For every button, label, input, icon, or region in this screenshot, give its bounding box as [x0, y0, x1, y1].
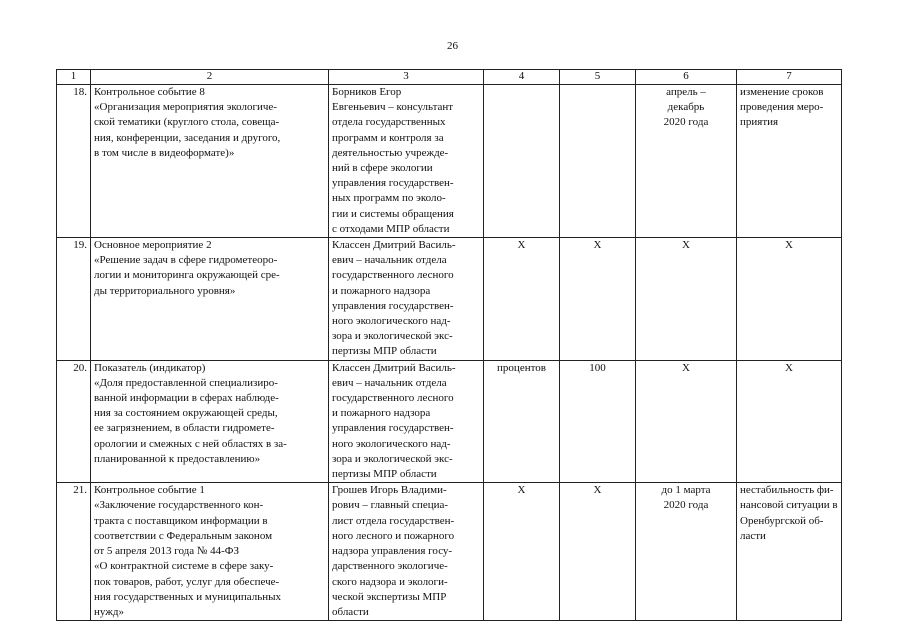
risk-line: нестабильность фи- [740, 484, 834, 497]
responsible-line: ского надзора и экологи- [332, 575, 448, 588]
description-line: Контрольное событие 8 [94, 86, 205, 98]
risk-cell [737, 238, 842, 361]
responsible-line: Классен Дмитрий Василь- [332, 239, 456, 252]
description-line: ния государственных и муниципальных [94, 590, 282, 603]
column-header: 3 [329, 70, 484, 85]
table-row [57, 483, 842, 621]
responsible-line: государственного лесного [332, 269, 454, 282]
row-number: 20. [57, 360, 91, 483]
column-header: 6 [636, 70, 737, 85]
risk-line: проведения меро- [740, 101, 824, 114]
risk-line: изменение сроков [740, 86, 824, 98]
risk-line: Оренбургской об- [740, 514, 824, 527]
description-line: логии и мониторинга окружающей сре- [94, 269, 280, 282]
deadline-cell [636, 360, 737, 483]
responsible-line: и пожарного надзора [332, 407, 431, 420]
column-header: 2 [91, 70, 329, 85]
value-cell: Х [560, 483, 636, 621]
risk-line: нансовой ситуации в [740, 499, 838, 512]
description-line: «Решение задач в сфере гидрометеоро- [94, 254, 278, 267]
deadline-line: Х [682, 361, 690, 374]
responsible-line: управления государствен- [332, 177, 454, 190]
description-line: ды территориального уровня» [94, 284, 236, 297]
description-line: от 5 апреля 2013 года № 44-ФЗ [94, 545, 239, 558]
responsible-line: надзора управления госу- [332, 545, 453, 558]
responsible-line: и пожарного надзора [332, 284, 431, 297]
row-number: 18. [57, 85, 91, 238]
responsible-line: управления государствен- [332, 299, 454, 312]
row-number: 21. [57, 483, 91, 621]
responsible-line: Евгеньевич – консультант [332, 101, 454, 114]
event-description [91, 360, 329, 483]
unit-cell: процентов [484, 360, 560, 483]
responsible-line: гии и системы обращения [332, 207, 454, 220]
description-line: нужд» [94, 605, 124, 618]
description-line: «О контрактной системе в сфере заку- [94, 560, 274, 573]
description-line: «Доля предоставленной специализиро- [94, 376, 278, 389]
description-line: орологии и смежных с ней областях в за- [94, 437, 287, 450]
responsible-line: ных программ по эколо- [332, 192, 446, 205]
description-line: «Организация мероприятия экологиче- [94, 101, 277, 114]
column-header: 4 [484, 70, 560, 85]
deadline-line: апрель – [666, 86, 706, 98]
responsible-line: программ и контроля за [332, 131, 444, 144]
column-header: 1 [57, 70, 91, 85]
column-header: 5 [560, 70, 636, 85]
risk-cell [737, 360, 842, 483]
description-line: тракта с поставщиком информации в [94, 514, 268, 527]
responsible-line: отдела государственных [332, 116, 446, 129]
responsible-line: ческой экспертизы МПР [332, 590, 447, 603]
responsible-line: Грошев Игорь Владими- [332, 484, 447, 497]
row-number: 19. [57, 238, 91, 361]
description-line: ее загрязнением, в области гидромете- [94, 422, 275, 435]
table-row [57, 360, 842, 483]
responsible-person [329, 238, 484, 361]
unit-cell [484, 85, 560, 238]
responsible-person [329, 360, 484, 483]
deadline-line: 2020 года [663, 116, 709, 129]
deadline-cell [636, 483, 737, 621]
description-line: Контрольное событие 1 [94, 484, 205, 497]
table-row [57, 85, 842, 238]
responsible-line: пертизы МПР области [332, 345, 437, 358]
value-cell [560, 85, 636, 238]
table-row [57, 238, 842, 361]
responsible-line: евич – начальник отдела [332, 376, 447, 389]
responsible-line: Борников Егор [332, 86, 402, 98]
value-cell: Х [560, 238, 636, 361]
responsible-line: ного экологического над- [332, 437, 451, 450]
responsible-person [329, 85, 484, 238]
responsible-line: евич – начальник отдела [332, 254, 447, 267]
responsible-line: зора и экологической экс- [332, 330, 453, 343]
deadline-line: Х [682, 239, 690, 252]
description-line: соответствии с Федеральным законом [94, 529, 273, 542]
responsible-line: зора и экологической экс- [332, 452, 453, 465]
risk-cell [737, 483, 842, 621]
responsible-line: государственного лесного [332, 392, 454, 405]
description-line: Основное мероприятие 2 [94, 239, 212, 252]
responsible-line: дарственного экологиче- [332, 560, 448, 573]
risk-cell [737, 85, 842, 238]
event-description [91, 483, 329, 621]
responsible-line: ного лесного и пожарного [332, 529, 455, 542]
event-description [91, 238, 329, 361]
responsible-line: пертизы МПР области [332, 468, 437, 481]
description-line: планированной к предоставлению» [94, 452, 261, 465]
responsible-line: управления государствен- [332, 422, 454, 435]
responsible-line: ного экологического над- [332, 315, 451, 328]
responsible-line: области [332, 605, 369, 618]
description-line: в том числе в видеоформате)» [94, 146, 235, 159]
deadline-cell [636, 85, 737, 238]
responsible-line: деятельностью учрежде- [332, 146, 449, 159]
unit-cell: Х [484, 238, 560, 361]
deadline-line: декабрь [667, 101, 705, 114]
deadline-line: до 1 марта [661, 484, 711, 497]
deadline-cell [636, 238, 737, 361]
column-header: 7 [737, 70, 842, 85]
description-line: «Заключение государственного кон- [94, 499, 264, 512]
description-line: ния за состоянием окружающей среды, [94, 407, 278, 420]
risk-line: ласти [740, 529, 766, 542]
unit-cell: Х [484, 483, 560, 621]
description-line: ской тематики (круглого стола, совеща- [94, 116, 280, 129]
responsible-line: с отходами МПР области [332, 222, 450, 235]
risk-line: Х [785, 239, 793, 252]
page-number: 26 [447, 40, 458, 52]
value-cell: 100 [560, 360, 636, 483]
risk-line: Х [785, 361, 793, 374]
description-line: пок товаров, работ, услуг для обеспече- [94, 575, 280, 588]
responsible-line: ний в сфере экологии [332, 162, 433, 175]
deadline-line: 2020 года [663, 499, 709, 512]
risk-line: приятия [740, 116, 779, 129]
responsible-line: рович – главный специа- [332, 499, 449, 512]
responsible-person [329, 483, 484, 621]
column-number-header-row [57, 70, 842, 85]
responsible-line: Классен Дмитрий Василь- [332, 361, 456, 374]
description-line: ванной информации в сферах наблюде- [94, 392, 279, 405]
plan-table [56, 69, 842, 621]
responsible-line: лист отдела государствен- [332, 514, 455, 527]
description-line: Показатель (индикатор) [94, 361, 206, 374]
event-description [91, 85, 329, 238]
description-line: ния, конференции, заседания и другого, [94, 131, 281, 144]
